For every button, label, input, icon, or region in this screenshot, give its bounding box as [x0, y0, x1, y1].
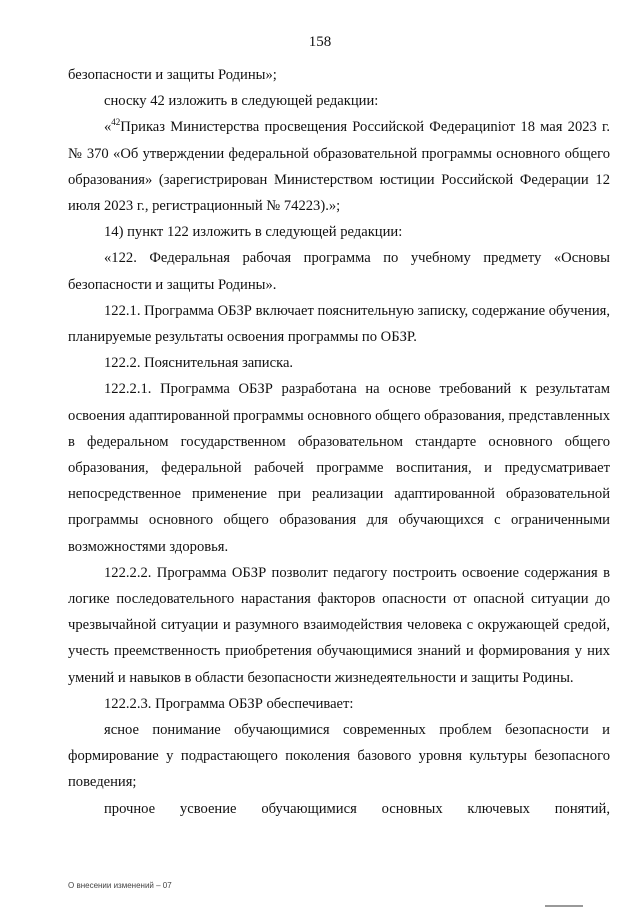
paragraph-122-2-2: 122.2.2. Программа ОБЗР позволит педагогу построить освоение содержания в логике последовательного нарастания факторов опасности от опасной ситуации до чрезвычайной ситуации и разумного взаимодействия человека с окружающей средой, учесть преемственность приобретения обучающимися знаний и формирования у них умений и навыков в области безопасности жизнедеятельности и защиты Родины.	[68, 564, 610, 686]
footnote-open-quote: «	[104, 119, 112, 136]
paragraph-list-item-2: прочное усвоение обучающимися основных ключевых понятий,	[104, 800, 610, 817]
paragraph-122-2-3: 122.2.3. Программа ОБЗР обеспечивает:	[104, 695, 354, 712]
page-number: 158	[308, 34, 332, 50]
scan-mark	[545, 905, 583, 907]
footnote-body: Приказ Министерства просвещения Российской Федерациniот 18 мая 2023 г. № 370 «Об утверждении федеральной образовательной программы основного общего образования» (зарегистрирован Министерством юстиции Российской Федерации 12 июля 2023 г., регистрационный № 74223).»;	[68, 119, 610, 215]
page-footer: О внесении изменений – 07	[68, 881, 172, 890]
paragraph-footnote-text	[68, 114, 610, 219]
footnote-number: 42	[111, 117, 121, 128]
paragraph-continuation: безопасности и защиты Родины»;	[68, 67, 277, 83]
paragraph-footnote-instruction: сноску 42 изложить в следующей редакции:	[104, 93, 379, 110]
paragraph-122: «122. Федеральная рабочая программа по учебному предмету «Основы безопасности и защиты Родины».	[68, 250, 610, 293]
document-body	[68, 62, 610, 822]
paragraph-122-2-1: 122.2.1. Программа ОБЗР разработана на основе требований к результатам освоения адаптированной программы основного общего образования, представленных в федеральном государственном образовательном стандарте основного общего образования, федеральной рабочей программе воспитания, и предусматривает непосредственное применение при реализации адаптированной образовательной программы основного общего образования для обучающихся с ограниченными возможностями здоровья.	[68, 381, 610, 555]
paragraph-item-14: 14) пункт 122 изложить в следующей редакции:	[104, 224, 403, 241]
paragraph-122-2: 122.2. Пояснительная записка.	[104, 355, 294, 372]
paragraph-122-1: 122.1. Программа ОБЗР включает пояснительную записку, содержание обучения, планируемые результаты освоения программы по ОБЗР.	[68, 302, 610, 346]
paragraph-list-item-1: ясное понимание обучающимися современных проблем безопасности и формирование у подрастающего поколения базового уровня культуры безопасного поведения;	[68, 722, 610, 791]
